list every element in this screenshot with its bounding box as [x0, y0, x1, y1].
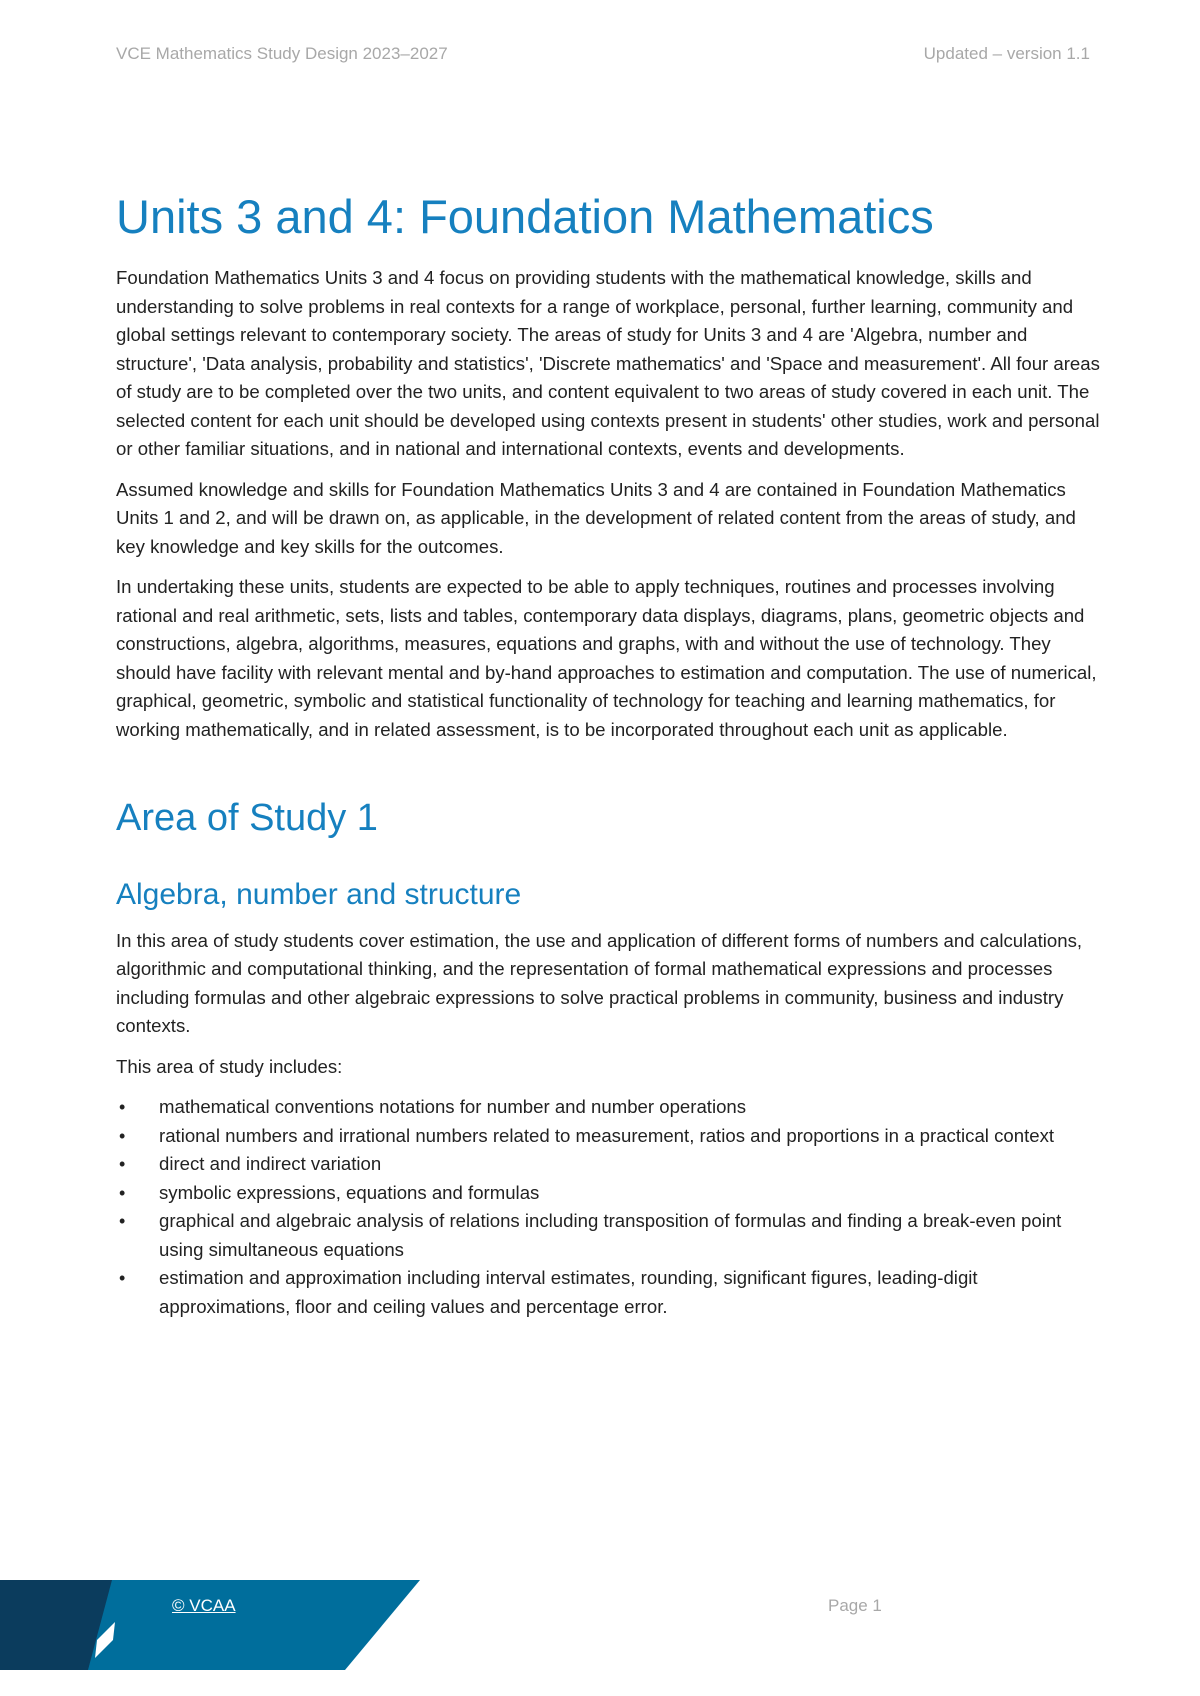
bullet-icon: • [119, 1211, 126, 1232]
header-version: Updated – version 1.1 [923, 44, 1090, 63]
list-item-text: estimation and approximation including interval estimates, rounding, significant figures, leading-digit approximations, floor and ceiling values and percentage error. [159, 1267, 978, 1317]
footer-banner-blue-shape [88, 1580, 420, 1670]
includes-label: This area of study includes: [116, 1055, 343, 1077]
list-item [116, 1179, 1100, 1208]
intro-paragraph-2: Assumed knowledge and skills for Foundation Mathematics Units 3 and 4 are contained in Foundation Mathematics Units 1 and 2, and will be drawn on, as applicable, in the development of related content from the areas of study, and key knowledge and key skills for the outcomes. [116, 478, 1076, 557]
list-item [116, 1093, 1100, 1122]
header-document-title: VCE Mathematics Study Design 2023–2027 [116, 44, 448, 63]
bullet-icon: • [119, 1154, 126, 1175]
area-of-study-subheading: Algebra, number and structure [116, 877, 522, 911]
bullet-icon: • [119, 1182, 126, 1203]
list-item-text: graphical and algebraic analysis of relations including transposition of formulas and finding a break-even point using simultaneous equations [159, 1210, 1062, 1260]
includes-list [116, 1093, 1100, 1321]
bullet-icon: • [119, 1097, 126, 1118]
copyright-link[interactable]: © VCAA [172, 1596, 236, 1615]
list-item [116, 1122, 1100, 1151]
footer-banner-graphic [0, 1580, 430, 1670]
list-item [116, 1264, 1100, 1321]
bullet-icon: • [119, 1268, 126, 1289]
main-content [116, 190, 1100, 1321]
page-title: Units 3 and 4: Foundation Mathematics [116, 190, 934, 243]
area-description: In this area of study students cover estimation, the use and application of different forms of numbers and calculations, algorithmic and computational thinking, and the representation of formal mathematical expressions and processes including formulas and other algebraic expressions to solve practical problems in community, business and industry contexts. [116, 929, 1083, 1037]
footer-copyright [172, 1596, 236, 1616]
list-item-text: mathematical conventions notations for number and number operations [159, 1096, 747, 1118]
list-item [116, 1150, 1100, 1179]
list-item-text: direct and indirect variation [159, 1153, 382, 1175]
bullet-icon: • [119, 1125, 126, 1146]
list-item-text: symbolic expressions, equations and formulas [159, 1181, 540, 1203]
list-item [116, 1207, 1100, 1264]
intro-paragraph-3: In undertaking these units, students are expected to be able to apply techniques, routines and processes involving rational and real arithmetic, sets, lists and tables, contemporary data displays, diagrams, plans, geometric objects and constructions, algebra, algorithms, measures, equations and graphs, with and without the use of technology. They should have facility with relevant mental and by-hand approaches to estimation and computation. The use of numerical, graphical, geometric, symbolic and statistical functionality of technology for teaching and learning mathematics, for working mathematically, and in related assessment, is to be incorporated throughout each unit as applicable. [116, 576, 1097, 740]
footer-page-number: Page 1 [828, 1596, 882, 1615]
list-item-text: rational numbers and irrational numbers related to measurement, ratios and proportions in a practical context [159, 1124, 1055, 1146]
area-of-study-heading: Area of Study 1 [116, 797, 378, 840]
intro-paragraph-1: Foundation Mathematics Units 3 and 4 focus on providing students with the mathematical knowledge, skills and understanding to solve problems in real contexts for a range of workplace, personal, further learning, community and global settings relevant to contemporary society. The areas of study for Units 3 and 4 are 'Algebra, number and structure', 'Data analysis, probability and statistics', 'Discrete mathematics' and 'Space and measurement'. All four areas of study are to be completed over the two units, and content equivalent to two areas of study covered in each unit. The selected content for each unit should be developed using contexts present in students' other studies, work and personal or other familiar situations, and in national and international contexts, events and developments. [116, 267, 1100, 460]
